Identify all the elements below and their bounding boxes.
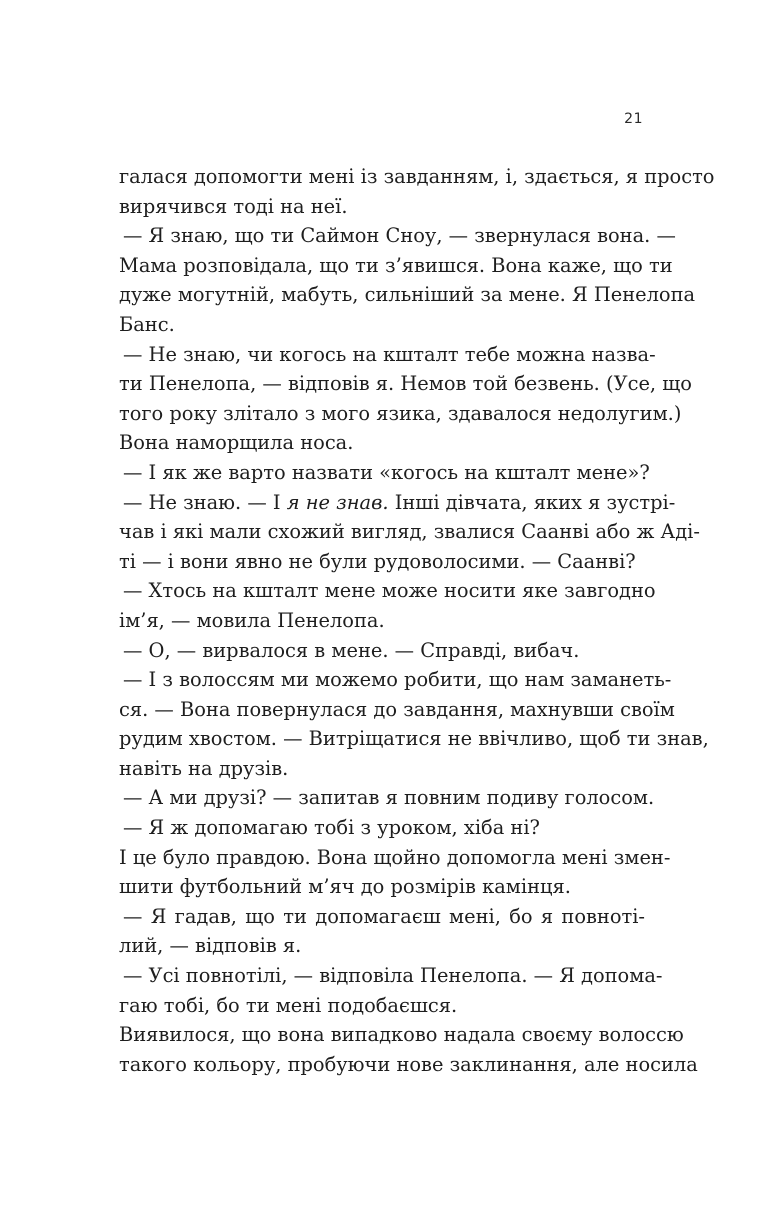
text-line: гаю тобі, бо ти мені подобаєшся. xyxy=(119,993,458,1017)
text-line: — Я знаю, що ти Саймон Сноу, — звернулася вона. — xyxy=(123,224,676,248)
text-line: навіть на друзів. xyxy=(119,756,289,780)
book-text xyxy=(119,162,715,1079)
text-line: ті — і вони явно не були рудоволосими. — Саанві? xyxy=(119,549,636,573)
page-number: 21 xyxy=(624,111,643,127)
text-line: — Усі повнотілі, — відповіла Пенелопа. — Я допома- xyxy=(123,964,663,988)
text-line: — Я гадав, що ти допомагаєш мені, бо я повноті- xyxy=(123,904,645,928)
text-line: — Не знаю, чи когось на кшталт тебе можна назва- xyxy=(123,342,656,366)
text-line: Виявилося, що вона випадково надала своєму волоссю xyxy=(119,1023,684,1047)
text-line-mixed xyxy=(119,488,676,518)
text-line: — І з волоссям ми можемо робити, що нам заманеть- xyxy=(123,668,672,692)
text-line: дуже могутній, мабуть, сильніший за мене. Я Пенелопа xyxy=(119,283,696,307)
text-line: Вона наморщила носа. xyxy=(119,431,354,455)
text-line: чав і які мали схожий вигляд, звалися Саанві або ж Аді- xyxy=(119,520,700,544)
text-line: — І як же варто назвати «когось на кшталт мене»? xyxy=(123,460,650,484)
text-line: — Хтось на кшталт мене може носити яке завгодно xyxy=(123,579,656,603)
text-line: лий, — відповів я. xyxy=(119,934,302,958)
text-line: ся. — Вона повернулася до завдання, махнувши своїм xyxy=(119,697,675,721)
text-line: Банс. xyxy=(119,312,175,336)
text-line: — А ми друзі? — запитав я повним подиву голосом. xyxy=(123,786,655,810)
text-line: — Я ж допомагаю тобі з уроком, хіба ні? xyxy=(123,816,540,840)
text-line: вирячився тоді на неї. xyxy=(119,194,348,218)
text-line: ім’я, — мовила Пенелопа. xyxy=(119,608,385,632)
text-line: Мама розповідала, що ти з’явишся. Вона каже, що ти xyxy=(119,253,673,277)
text-line: галася допомогти мені із завданням, і, здається, я просто xyxy=(119,165,715,188)
text-line: такого кольору, пробуючи нове заклинання, але носила xyxy=(119,1052,698,1076)
text-line: шити футбольний м’яч до розмірів камінця. xyxy=(119,875,571,899)
text-line: того року злітало з мого язика, здавалося недолугим.) xyxy=(119,401,682,425)
italic-segment: я не знав. xyxy=(286,490,389,514)
text-line: І це було правдою. Вона щойно допомогла мені змен- xyxy=(119,845,671,869)
text-segment: — Не знаю. — І xyxy=(123,490,281,514)
text-line: — О, — вирвалося в мене. — Справді, вибач. xyxy=(123,638,580,662)
text-segment: Інші дівчата, яких я зустрі- xyxy=(388,490,676,514)
text-line: рудим хвостом. — Витріщатися не ввічливо, щоб ти знав, xyxy=(119,727,709,751)
text-line: ти Пенелопа, — відповів я. Немов той безвень. (Усе, що xyxy=(119,372,692,396)
